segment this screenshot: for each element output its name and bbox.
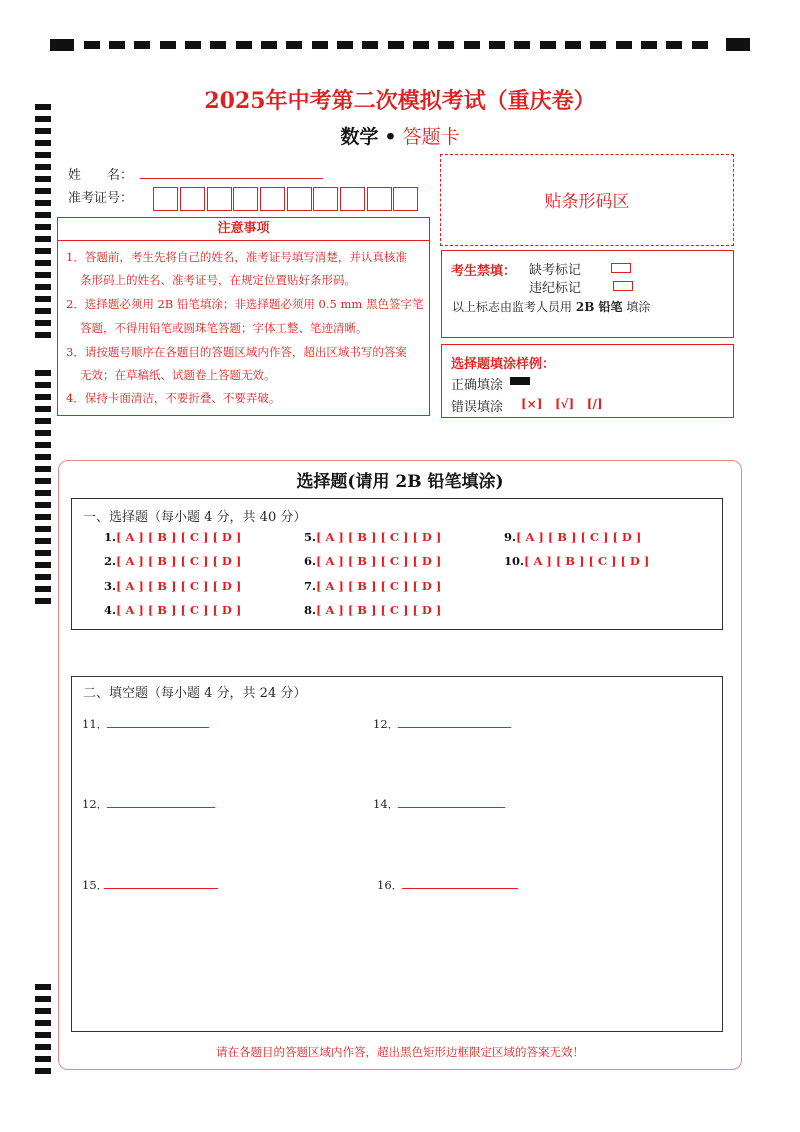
blank-answer-line[interactable] bbox=[398, 807, 505, 808]
blank-answer-line[interactable] bbox=[104, 888, 218, 889]
blank-answer-line[interactable] bbox=[398, 727, 511, 728]
id-label: 准考证号： bbox=[68, 191, 134, 206]
notice-line: 1．答题前，考生先将自己的姓名，准考证号填写清楚，并认真核准 bbox=[66, 250, 407, 264]
fill-example-heading: 选择题填涂样例： bbox=[451, 357, 556, 372]
choice-question[interactable]: 10.[ A ] [ B ] [ C ] [ D ] bbox=[504, 554, 650, 568]
blank-number: 14． bbox=[373, 797, 400, 811]
blank-number: 12． bbox=[82, 797, 109, 811]
exam-title: 2025年中考第二次模拟考试（重庆卷） bbox=[204, 88, 596, 114]
wrong-mark-cross: [×] bbox=[521, 397, 543, 411]
choice-question[interactable]: 9.[ A ] [ B ] [ C ] [ D ] bbox=[504, 530, 642, 544]
correct-fill-label: 正确填涂 bbox=[451, 378, 504, 393]
notice-heading: 注意事项 bbox=[57, 217, 430, 241]
notice-line: 答题，不得用铅笔或圆珠笔答题；字体工整、笔迹清晰。 bbox=[80, 321, 368, 335]
subtitle-dot: • bbox=[384, 126, 397, 148]
choice-question[interactable]: 6.[ A ] [ B ] [ C ] [ D ] bbox=[304, 554, 442, 568]
notice-line: 4．保持卡面清洁，不要折叠、不要弄破。 bbox=[66, 391, 281, 405]
correct-fill-sample bbox=[510, 377, 530, 385]
forbidden-note bbox=[452, 298, 650, 315]
name-field[interactable] bbox=[140, 178, 323, 179]
choice-question[interactable]: 3.[ A ] [ B ] [ C ] [ D ] bbox=[104, 579, 242, 593]
choice-question[interactable]: 5.[ A ] [ B ] [ C ] [ D ] bbox=[304, 530, 442, 544]
blank-answer-line[interactable] bbox=[107, 807, 215, 808]
choice-question[interactable]: 4.[ A ] [ B ] [ C ] [ D ] bbox=[104, 603, 242, 617]
blank-answer-line[interactable] bbox=[107, 727, 209, 728]
notice-line: 3．请按题号顺序在各题目的答题区域内作答，超出区域书写的答案 bbox=[66, 345, 407, 359]
violation-mark-box[interactable] bbox=[613, 281, 633, 291]
barcode-area bbox=[440, 154, 734, 246]
choice-question[interactable]: 8.[ A ] [ B ] [ C ] [ D ] bbox=[304, 603, 442, 617]
wrong-fill-samples bbox=[521, 397, 603, 411]
wrong-fill-label: 错误填涂 bbox=[451, 400, 504, 415]
card-subtitle bbox=[0, 122, 800, 149]
wrong-mark-slash: [/] bbox=[586, 397, 603, 411]
choice-question[interactable]: 1.[ A ] [ B ] [ C ] [ D ] bbox=[104, 530, 242, 544]
choice-part-title: 一、选择题（每小题 4 分，共 40 分） bbox=[83, 510, 307, 525]
card-name: 答题卡 bbox=[402, 126, 460, 148]
choice-question[interactable]: 2.[ A ] [ B ] [ C ] [ D ] bbox=[104, 554, 242, 568]
wrong-mark-check: [√] bbox=[554, 397, 575, 411]
notice-line: 无效；在草稿纸、试题卷上答题无效。 bbox=[80, 368, 276, 382]
notice-line: 2．选择题必须用 2B 铅笔填涂；非选择题必须用 0.5 mm 黑色签字笔 bbox=[66, 297, 424, 311]
footer-warning: 请在各题目的答题区域内作答，超出黑色矩形边框限定区域的答案无效！ bbox=[216, 1045, 584, 1059]
subject-name: 数学 bbox=[340, 126, 379, 148]
blank-answer-line[interactable] bbox=[402, 888, 518, 889]
choice-heading: 选择题(请用 2B 铅笔填涂) bbox=[296, 472, 504, 492]
forbidden-label: 考生禁填： bbox=[451, 264, 517, 279]
choice-question[interactable]: 7.[ A ] [ B ] [ C ] [ D ] bbox=[304, 579, 442, 593]
blank-number: 15． bbox=[82, 878, 109, 892]
note-bold: 2B 铅笔 bbox=[575, 300, 623, 314]
blank-part-title: 二、填空题（每小题 4 分，共 24 分） bbox=[83, 686, 307, 701]
notice-line: 条形码上的姓名、准考证号，在规定位置贴好条形码。 bbox=[80, 273, 356, 287]
note-prefix: 以上标志由监考人员用 bbox=[452, 300, 573, 314]
blank-number: 16． bbox=[377, 878, 404, 892]
violation-mark-label: 违纪标记 bbox=[529, 281, 582, 296]
note-suffix: 填涂 bbox=[626, 300, 651, 314]
absent-mark-box[interactable] bbox=[611, 263, 631, 273]
absent-mark-label: 缺考标记 bbox=[529, 263, 582, 278]
barcode-label: 贴条形码区 bbox=[544, 192, 630, 212]
blank-number: 12． bbox=[373, 717, 400, 731]
name-label: 姓 名： bbox=[68, 168, 134, 183]
blank-number: 11． bbox=[82, 717, 109, 731]
